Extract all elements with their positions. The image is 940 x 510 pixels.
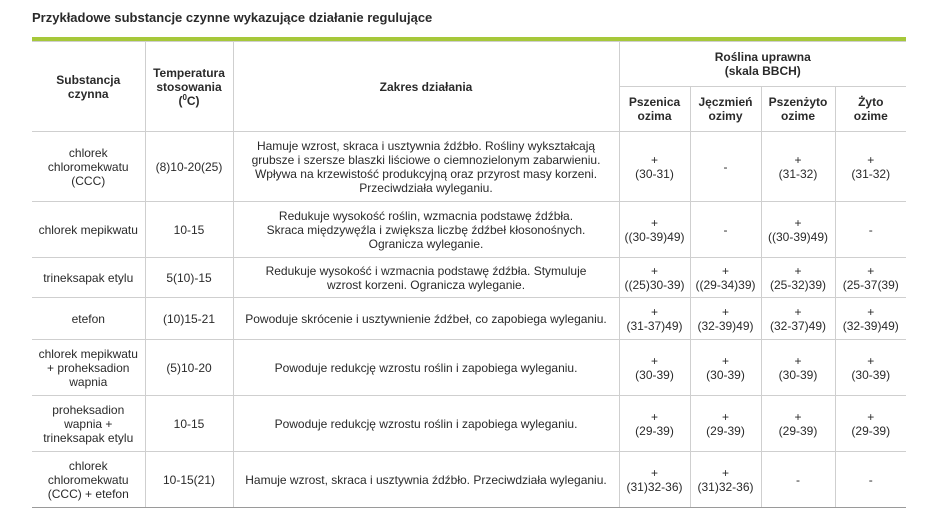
crop-bbch: (31)32-36): [626, 479, 683, 494]
crop-bbch: (30-39): [706, 367, 745, 382]
header-temperature: [145, 42, 233, 132]
substance-cell: chlorek chloromekwatu (CCC): [32, 132, 145, 202]
table-row: [32, 132, 906, 202]
crop-mark: +: [794, 152, 802, 167]
crop-bbch: (25-37(39): [842, 277, 899, 292]
crop-cell: [690, 258, 761, 298]
crop-mark: +: [650, 304, 658, 319]
crop-bbch: (30-39): [635, 367, 674, 382]
scope-cell: Powoduje redukcję wzrostu roślin i zapobiega wyleganiu.: [233, 340, 619, 396]
crop-cell: [835, 298, 906, 340]
crop-cell: [619, 202, 690, 258]
crop-cell: [835, 452, 906, 508]
table-row: [32, 452, 906, 508]
crop-cell: [835, 340, 906, 396]
scope-cell: Redukuje wysokość i wzmacnia podstawę źdźbła. Stymuluje wzrost korzeni. Ogranicza wyleganie.: [233, 258, 619, 298]
crop-mark: +: [794, 215, 802, 230]
crop-mark: +: [650, 152, 658, 167]
regulators-table: [32, 41, 906, 508]
table-title: Przykładowe substancje czynne wykazujące działanie regulujące: [32, 10, 433, 25]
table-row: [32, 396, 906, 452]
crop-bbch: (29-39): [706, 423, 745, 438]
crop-cell: [690, 452, 761, 508]
crop-mark: -: [796, 472, 800, 487]
header-crop: Pszenżyto ozime: [761, 87, 835, 132]
crop-cell: [761, 298, 835, 340]
crop-mark: -: [868, 472, 873, 487]
crop-mark: -: [723, 222, 728, 237]
header-crop-group: [619, 42, 906, 87]
crop-cell: [761, 396, 835, 452]
header-crop-group-scale: (skala BBCH): [724, 64, 801, 78]
crop-mark: -: [723, 159, 728, 174]
crop-bbch: (29-39): [635, 423, 674, 438]
crop-cell: [619, 396, 690, 452]
header-temperature-unit-open: (: [178, 93, 183, 108]
header-substance: Substancja czynna: [32, 42, 145, 132]
substance-cell: proheksadion wapnia + trineksapak etylu: [32, 396, 145, 452]
crop-bbch: (30-39): [851, 367, 891, 382]
crop-cell: [690, 298, 761, 340]
crop-mark: +: [650, 263, 658, 278]
crop-cell: [690, 132, 761, 202]
substance-cell: chlorek mepikwatu + proheksadion wapnia: [32, 340, 145, 396]
crop-bbch: (30-31): [635, 166, 674, 181]
crop-mark: +: [794, 353, 802, 368]
crop-cell: [690, 396, 761, 452]
crop-bbch: (32-39)49): [842, 318, 899, 333]
crop-cell: [761, 202, 835, 258]
crop-cell: [761, 258, 835, 298]
temperature-cell: 10-15: [145, 396, 233, 452]
table-row: [32, 340, 906, 396]
table-row: [32, 258, 906, 298]
crop-mark: +: [650, 353, 658, 368]
header-crop: Jęczmień ozimy: [690, 87, 761, 132]
crop-mark: +: [721, 263, 729, 278]
temperature-cell: 5(10)-15: [145, 258, 233, 298]
header-crop-group-label: Roślina uprawna: [714, 50, 811, 64]
crop-cell: [690, 340, 761, 396]
header-crop: Żyto ozime: [835, 87, 906, 132]
crop-mark: +: [867, 152, 875, 167]
substance-cell: etefon: [32, 298, 145, 340]
crop-bbch: (32-37)49): [769, 318, 827, 333]
crop-cell: [761, 340, 835, 396]
crop-cell: [835, 202, 906, 258]
header-scope: Zakres działania: [233, 42, 619, 132]
crop-cell: [835, 132, 906, 202]
crop-cell: [690, 202, 761, 258]
crop-mark: +: [794, 409, 802, 424]
scope-cell: Powoduje redukcję wzrostu roślin i zapobiega wyleganiu.: [233, 396, 619, 452]
crop-cell: [619, 132, 690, 202]
header-temperature-unit-sup: 0: [182, 92, 187, 102]
crop-bbch: (25-32)39): [769, 277, 827, 292]
temperature-cell: 10-15(21): [145, 452, 233, 508]
crop-cell: [619, 298, 690, 340]
crop-mark: +: [721, 304, 729, 319]
crop-cell: [619, 340, 690, 396]
crop-mark: +: [650, 465, 658, 480]
crop-bbch: ((29-34)39): [695, 277, 756, 292]
crop-mark: +: [867, 353, 875, 368]
crop-cell: [761, 132, 835, 202]
crop-bbch: ((25)30-39): [624, 277, 685, 292]
scope-cell: Powoduje skrócenie i usztywnienie źdźbeł, co zapobiega wyleganiu.: [233, 298, 619, 340]
crop-mark: +: [721, 353, 729, 368]
crop-cell: [835, 396, 906, 452]
crop-bbch: (32-39)49): [697, 318, 754, 333]
scope-cell: Hamuje wzrost, skraca i usztywnia źdźbło. Rośliny wykształcają grubsze i szersze blaszki liściowe o ciemnozielonym zabarwieniu. Wpływa na krzewistość produkcyjną oraz przyrost masy korzeni. Przeciwdziała wyleganiu.: [233, 132, 619, 202]
crop-mark: -: [868, 222, 873, 237]
crop-bbch: (31)32-36): [697, 479, 754, 494]
crop-bbch: (31-37)49): [626, 318, 683, 333]
header-row-1: [32, 42, 906, 87]
crop-bbch: (31-32): [851, 166, 891, 181]
crop-cell: [761, 452, 835, 508]
crop-mark: +: [794, 304, 802, 319]
crop-mark: +: [721, 465, 729, 480]
table-row: [32, 202, 906, 258]
substance-cell: trineksapak etylu: [32, 258, 145, 298]
crop-cell: [619, 258, 690, 298]
crop-cell: [835, 258, 906, 298]
crop-bbch: (31-32): [778, 166, 818, 181]
crop-mark: +: [867, 409, 875, 424]
crop-bbch: (30-39): [778, 367, 818, 382]
crop-bbch: (29-39): [778, 423, 818, 438]
scope-cell: Redukuje wysokość roślin, wzmacnia podstawę źdźbła. Skraca międzywęźla i zwiększa liczbę źdźbeł kłosonośnych. Ogranicza wyleganie.: [233, 202, 619, 258]
temperature-cell: (10)15-21: [145, 298, 233, 340]
crop-bbch: ((30-39)49): [624, 229, 685, 244]
header-crop: Pszenica ozima: [619, 87, 690, 132]
temperature-cell: (5)10-20: [145, 340, 233, 396]
table-row: [32, 298, 906, 340]
header-temperature-label: Temperatura stosowania: [153, 65, 225, 94]
crop-mark: +: [794, 263, 802, 278]
header-temperature-unit-close: C): [186, 93, 200, 108]
crop-mark: +: [721, 409, 729, 424]
crop-mark: +: [867, 263, 875, 278]
crop-mark: +: [650, 409, 658, 424]
scope-cell: Hamuje wzrost, skraca i usztywnia źdźbło. Przeciwdziała wyleganiu.: [233, 452, 619, 508]
crop-cell: [619, 452, 690, 508]
temperature-cell: 10-15: [145, 202, 233, 258]
crop-mark: +: [867, 304, 875, 319]
crop-mark: +: [650, 215, 658, 230]
temperature-cell: (8)10-20(25): [145, 132, 233, 202]
substance-cell: chlorek mepikwatu: [32, 202, 145, 258]
crop-bbch: (29-39): [851, 423, 891, 438]
substance-cell: chlorek chloromekwatu (CCC) + etefon: [32, 452, 145, 508]
crop-bbch: ((30-39)49): [767, 229, 829, 244]
